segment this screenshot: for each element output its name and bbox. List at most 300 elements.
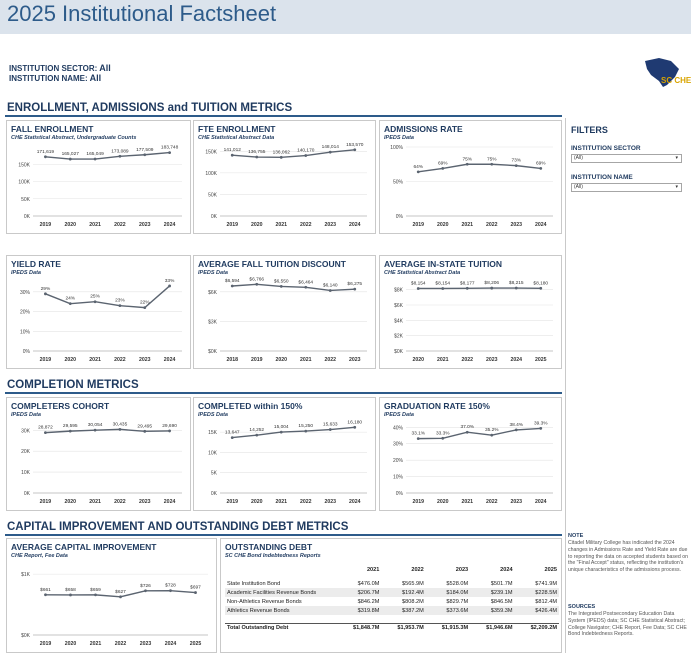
x-tick-label: 2022	[114, 641, 127, 647]
data-point	[353, 148, 356, 151]
data-label: 165,027	[61, 152, 79, 158]
data-point	[69, 430, 72, 433]
table-row	[225, 579, 559, 588]
data-label: 29,690	[162, 423, 177, 429]
y-tick-label: 0%	[22, 349, 30, 355]
chart-graduation-rate-150	[379, 397, 562, 511]
data-label: 15,004	[273, 425, 289, 431]
y-tick-label: 10%	[392, 474, 403, 481]
table-cell: $1,848.7M	[337, 623, 381, 632]
sector-filter-label: INSTITUTION SECTOR	[571, 145, 641, 152]
table-row	[225, 588, 559, 597]
chart-avg-instate-tuition	[379, 255, 562, 369]
chart-avg-capital-improvement	[6, 538, 217, 653]
x-tick-label: 2023	[485, 357, 498, 363]
y-tick-label: 0K	[210, 214, 217, 220]
data-point	[69, 158, 72, 161]
row-label: Academic Facilities Revenue Bonds	[225, 588, 337, 597]
y-tick-label: 0%	[395, 491, 403, 497]
data-point	[119, 428, 122, 431]
x-tick-label: 2022	[114, 499, 126, 505]
y-tick-label: 10%	[19, 329, 30, 336]
chart-title: FTE ENROLLMENT	[198, 124, 276, 134]
table-cell: $528.0M	[446, 580, 469, 587]
data-label: 64%	[413, 164, 424, 170]
data-label: $8,215	[508, 281, 524, 287]
chart-plot	[380, 121, 561, 233]
y-tick-label: $0K	[208, 349, 217, 355]
data-point	[169, 589, 172, 592]
data-point	[143, 306, 146, 309]
x-tick-label: 2024	[348, 499, 361, 505]
chart-plot	[380, 256, 561, 368]
x-tick-label: 2020	[250, 222, 263, 228]
data-point	[94, 158, 97, 161]
data-point	[280, 431, 283, 434]
table-cell: $741.9M	[535, 580, 557, 587]
x-tick-label: 2021	[275, 499, 288, 505]
section-divider	[5, 115, 562, 117]
y-tick-label: 0%	[395, 214, 403, 220]
data-label: $8,180	[533, 281, 549, 287]
table-header-blank	[225, 565, 337, 574]
sources-heading: SOURCES	[568, 604, 596, 610]
data-label: $6,140	[322, 283, 338, 289]
chart-yield-rate	[6, 255, 191, 369]
table-cell: $1,915.3M	[426, 623, 470, 632]
table-cell: $228.5M	[515, 588, 559, 597]
data-label: 75%	[462, 157, 473, 163]
table-total-row	[225, 623, 559, 632]
x-tick-label: 2021	[461, 499, 474, 505]
section-enrollment-title: ENROLLMENT, ADMISSIONS and TUITION METRICS	[7, 102, 293, 114]
page-title: 2025 Institutional Factsheet	[7, 1, 277, 26]
page-header	[0, 0, 691, 34]
debt-title: OUTSTANDING DEBT	[225, 542, 313, 552]
data-label: 23%	[115, 298, 125, 304]
data-label: 29,595	[62, 424, 78, 430]
filters-title: FILTERS	[571, 125, 608, 135]
data-point	[515, 287, 518, 290]
table-cell: $1,953.7M	[381, 623, 425, 632]
y-tick-label: 150K	[205, 149, 217, 156]
data-label: 69%	[437, 161, 448, 167]
name-filter-value: (All)	[574, 184, 583, 190]
y-tick-label: $1K	[21, 572, 30, 579]
section-completion-title: COMPLETION METRICS	[7, 379, 139, 391]
x-tick-label: 2019	[39, 357, 52, 363]
x-tick-label: 2018	[226, 357, 239, 363]
chart-subtitle: CHE Report, Fee Data	[11, 553, 68, 559]
y-tick-label: 40%	[392, 425, 403, 432]
note-heading: NOTE	[568, 533, 584, 539]
x-tick-label: 2024	[534, 499, 547, 505]
x-tick-label: 2019	[250, 357, 263, 363]
data-point	[466, 431, 469, 434]
y-tick-label: 30%	[19, 289, 30, 296]
x-tick-label: 2022	[485, 222, 498, 228]
row-label: Non-Athletics Revenue Bonds	[227, 598, 302, 605]
table-cell: $206.7M	[337, 588, 381, 597]
data-label: $6,550	[273, 279, 289, 285]
x-tick-label: 2023	[138, 357, 151, 363]
x-tick-label: 2024	[534, 222, 547, 228]
data-point	[168, 430, 171, 433]
chart-plot	[7, 121, 190, 233]
data-label: 13,647	[224, 430, 240, 436]
x-tick-label: 2024	[163, 357, 176, 363]
y-tick-label: 50K	[208, 192, 217, 199]
x-tick-label: 2023	[138, 222, 151, 228]
data-point	[255, 283, 258, 286]
data-label: $8,206	[484, 281, 500, 287]
row-label: Athletics Revenue Bonds	[225, 606, 337, 615]
x-tick-label: 2022	[114, 357, 126, 363]
sources-text: The Integrated Postsecondary Education Data System (IPEDS) data; SC CHE Statistical Abstract; College Navigator; CHE Report, Fee Data; SC CHE Bond Indebtedness Reports.	[568, 611, 687, 638]
name-summary-value: All	[89, 73, 102, 83]
data-point	[304, 430, 307, 433]
data-point	[441, 167, 444, 170]
data-point	[94, 429, 97, 432]
data-point	[490, 163, 493, 166]
y-tick-label: $6K	[208, 289, 217, 296]
data-label: 183,748	[160, 145, 179, 151]
data-label: 33%	[164, 278, 175, 284]
y-tick-label: 10K	[208, 450, 217, 457]
x-tick-label: 2021	[89, 641, 102, 647]
data-point	[44, 431, 47, 434]
table-header-row	[225, 565, 559, 574]
x-tick-label: 2024	[510, 357, 523, 363]
chart-plot	[7, 256, 190, 368]
row-label: State Institution Bond	[227, 580, 281, 587]
data-point	[329, 151, 332, 154]
y-tick-label: $4K	[394, 318, 403, 325]
x-tick-label: 2024	[164, 641, 177, 647]
x-tick-label: 2020	[64, 357, 77, 363]
debt-subtitle: SC CHE Bond Indebtedness Reports	[225, 553, 321, 559]
section-capital-title: CAPITAL IMPROVEMENT AND OUTSTANDING DEBT METRICS	[7, 521, 349, 533]
table-cell: $846.5M	[490, 598, 513, 605]
data-point	[353, 288, 356, 291]
data-point	[490, 434, 493, 437]
data-label: $8,154	[410, 281, 426, 287]
data-label: 136,062	[272, 150, 290, 156]
data-label: 24%	[65, 296, 76, 302]
table-cell: $426.4M	[515, 606, 559, 615]
x-tick-label: 2019	[39, 222, 52, 228]
data-point	[255, 156, 258, 159]
data-point	[44, 155, 47, 158]
x-tick-label: 2020	[275, 357, 288, 363]
chart-title: COMPLETED within 150%	[198, 401, 303, 411]
chart-plot	[7, 539, 216, 652]
table-header-year: 2025	[544, 566, 557, 573]
data-label: 173,089	[111, 149, 129, 155]
data-label: 38.4%	[509, 422, 524, 428]
table-cell: $387.2M	[381, 606, 425, 615]
data-label: $726	[140, 583, 151, 589]
data-point	[466, 163, 469, 166]
data-label: 165,049	[86, 152, 104, 158]
name-summary	[9, 73, 101, 83]
data-label: 29%	[40, 286, 51, 292]
data-point	[143, 430, 146, 433]
table-cell: $192.4M	[381, 588, 425, 597]
series-line	[45, 429, 169, 432]
data-label: 14,252	[249, 428, 265, 434]
y-tick-label: 20%	[392, 458, 403, 465]
x-tick-label: 2023	[348, 357, 361, 363]
data-point	[466, 287, 469, 290]
row-label: Total Outstanding Debt	[225, 623, 337, 632]
data-point	[539, 287, 542, 290]
data-label: 171,619	[36, 149, 55, 155]
chart-subtitle: CHE Statistical Abstract Data	[384, 270, 461, 276]
logo-text: SC CHE	[661, 76, 691, 85]
chart-admissions-rate	[379, 120, 562, 234]
chart-subtitle: IPEDS Data	[198, 412, 228, 418]
table-cell: $501.7M	[490, 580, 513, 587]
data-label: 30,435	[112, 422, 128, 428]
data-label: $659	[90, 587, 101, 593]
table-cell: $565.9M	[402, 580, 424, 587]
x-tick-label: 2024	[163, 222, 176, 228]
data-point	[417, 287, 420, 290]
table-row	[225, 597, 559, 606]
data-point	[539, 167, 542, 170]
data-point	[94, 593, 97, 596]
name-summary-label: INSTITUTION NAME:	[9, 74, 88, 83]
sector-filter-select[interactable]	[571, 154, 682, 163]
x-tick-label: 2025	[189, 641, 202, 647]
data-label: $8,177	[459, 281, 475, 287]
data-label: 73%	[511, 158, 522, 164]
chart-fte-enrollment	[193, 120, 376, 234]
table-cell: $2,209.2M	[515, 623, 559, 632]
x-tick-label: 2020	[64, 222, 77, 228]
x-tick-label: 2023	[324, 222, 337, 228]
y-tick-label: 0K	[210, 491, 217, 497]
table-header-year: 2024	[500, 566, 513, 573]
data-point	[231, 436, 234, 439]
x-tick-label: 2021	[89, 357, 101, 363]
x-tick-label: 2020	[436, 499, 449, 505]
chart-title: FALL ENROLLMENT	[11, 124, 94, 134]
data-point	[280, 156, 283, 159]
data-point	[194, 591, 197, 594]
data-label: 15,250	[298, 424, 314, 430]
chart-subtitle: CHE Statistical Abstract Data	[198, 135, 275, 141]
chart-title: AVERAGE CAPITAL IMPROVEMENT	[11, 542, 157, 552]
sc-che-logo	[641, 55, 691, 91]
data-label: 22%	[139, 300, 150, 306]
data-point	[441, 287, 444, 290]
x-tick-label: 2019	[39, 641, 52, 647]
chart-completed-150	[193, 397, 376, 511]
x-tick-label: 2023	[139, 641, 152, 647]
data-point	[329, 428, 332, 431]
data-label: 177,509	[136, 147, 154, 153]
chart-title: COMPLETERS COHORT	[11, 401, 110, 411]
x-tick-label: 2022	[485, 499, 498, 505]
data-label: 75%	[486, 157, 497, 163]
data-point	[168, 151, 171, 154]
chart-completers-cohort	[6, 397, 191, 511]
data-label: 16,180	[347, 420, 363, 426]
data-label: 29,495	[137, 424, 153, 430]
data-point	[255, 434, 258, 437]
x-tick-label: 2020	[64, 641, 77, 647]
x-tick-label: 2019	[226, 222, 239, 228]
chart-title: AVERAGE IN-STATE TUITION	[384, 259, 503, 269]
x-tick-label: 2019	[226, 499, 239, 505]
chart-subtitle: IPEDS Data	[11, 270, 41, 276]
chart-subtitle: IPEDS Data	[384, 412, 414, 418]
data-point	[329, 289, 332, 292]
data-label: 15,633	[322, 422, 338, 428]
y-tick-label: 50%	[392, 179, 403, 186]
chart-plot	[194, 121, 375, 233]
sector-summary-label: INSTITUTION SECTOR:	[9, 64, 98, 73]
data-label: 69%	[535, 161, 546, 167]
data-label: 25%	[90, 294, 100, 300]
data-label: $6,594	[224, 279, 240, 285]
chart-subtitle: IPEDS Data	[11, 412, 41, 418]
table-cell: $373.6M	[426, 606, 470, 615]
name-filter-label: INSTITUTION NAME	[571, 174, 633, 181]
sector-summary	[9, 63, 111, 73]
data-label: $6,464	[298, 280, 314, 286]
series-line	[45, 286, 169, 308]
data-label: 28,872	[38, 425, 53, 431]
data-point	[304, 154, 307, 157]
chart-plot	[380, 398, 561, 510]
x-tick-label: 2023	[510, 222, 523, 228]
sector-filter-value: (All)	[574, 155, 583, 161]
x-tick-label: 2020	[64, 499, 77, 505]
y-tick-label: 150K	[18, 162, 30, 169]
y-tick-label: 100%	[390, 145, 403, 151]
table-header-year: 2021	[366, 566, 380, 573]
chart-subtitle: IPEDS Data	[384, 135, 414, 141]
y-tick-label: 50K	[21, 196, 30, 203]
x-tick-label: 2020	[436, 222, 449, 228]
x-tick-label: 2019	[412, 222, 425, 228]
x-tick-label: 2025	[534, 357, 547, 363]
y-tick-label: 20%	[19, 309, 30, 316]
y-tick-label: 5K	[210, 470, 217, 477]
data-label: 39.3%	[533, 421, 548, 427]
y-tick-label: 10K	[21, 470, 30, 477]
table-cell: $239.1M	[470, 588, 514, 597]
chart-plot	[7, 398, 190, 510]
data-label: 148,014	[321, 145, 339, 151]
chart-title: ADMISSIONS RATE	[384, 124, 463, 134]
data-point	[515, 164, 518, 167]
name-filter-select[interactable]	[571, 183, 682, 192]
series-line	[418, 164, 541, 172]
chart-title: GRADUATION RATE 150%	[384, 401, 490, 411]
x-tick-label: 2021	[461, 222, 474, 228]
data-point	[119, 304, 122, 307]
data-point	[490, 287, 493, 290]
data-point	[44, 292, 47, 295]
data-point	[515, 429, 518, 432]
outstanding-debt-table	[225, 565, 559, 632]
data-label: $627	[115, 589, 126, 595]
sector-summary-value: All	[99, 63, 111, 73]
x-tick-label: 2023	[510, 499, 523, 505]
table-header-year: 2023	[455, 566, 469, 573]
y-tick-label: 100K	[18, 179, 30, 186]
x-tick-label: 2023	[138, 499, 151, 505]
y-tick-label: 30K	[21, 428, 30, 435]
data-label: $728	[165, 583, 176, 589]
outstanding-debt-table-panel	[220, 538, 562, 653]
table-cell: $846.2M	[357, 598, 380, 605]
data-label: $658	[65, 587, 76, 593]
data-point	[231, 285, 234, 288]
data-point	[168, 285, 171, 288]
data-point	[119, 595, 122, 598]
data-point	[69, 302, 72, 305]
data-point	[69, 594, 72, 597]
data-point	[304, 286, 307, 289]
x-tick-label: 2020	[250, 499, 263, 505]
y-tick-label: 100K	[205, 170, 217, 177]
y-tick-label: 0K	[23, 214, 30, 220]
chevron-down-icon: ▾	[675, 155, 678, 161]
y-tick-label: 20K	[21, 449, 30, 456]
data-label: $697	[190, 585, 201, 591]
data-point	[143, 153, 146, 156]
table-cell: $184.0M	[426, 588, 470, 597]
table-cell: $476.0M	[357, 580, 380, 587]
data-label: $8,154	[435, 281, 451, 287]
data-label: $6,766	[249, 277, 265, 283]
table-cell: $319.8M	[337, 606, 381, 615]
data-point	[280, 285, 283, 288]
note-text: Citadel Military College has indicated the 2024 changes in Admissions Rate and Yield Rate are due to reporting the data on accepted students based on the "Final Accept" status, reflecting the institution's unique characteristics of the admissions process.	[568, 540, 688, 574]
data-point	[539, 427, 542, 430]
x-tick-label: 2019	[412, 499, 425, 505]
data-label: 30,054	[87, 423, 103, 429]
x-tick-label: 2021	[436, 357, 449, 363]
data-point	[44, 593, 47, 596]
table-row	[225, 606, 559, 615]
data-point	[441, 437, 444, 440]
data-label: 136,755	[248, 150, 266, 156]
table-header-year: 2022	[411, 566, 424, 573]
data-label: 140,170	[297, 148, 315, 154]
y-tick-label: $6K	[394, 303, 403, 309]
data-label: 37.0%	[460, 425, 475, 431]
table-cell: $829.7M	[446, 598, 469, 605]
chart-plot	[194, 398, 375, 510]
y-tick-label: 15K	[208, 430, 217, 437]
chart-avg-tuition-discount	[193, 255, 376, 369]
data-point	[94, 300, 97, 303]
x-tick-label: 2020	[412, 357, 425, 363]
x-tick-label: 2022	[114, 222, 126, 228]
x-tick-label: 2022	[461, 357, 474, 363]
section-divider	[5, 534, 562, 536]
data-point	[119, 155, 122, 158]
chart-title: AVERAGE FALL TUITION DISCOUNT	[198, 259, 346, 269]
x-tick-label: 2024	[163, 499, 176, 505]
y-tick-label: 30%	[392, 441, 403, 448]
